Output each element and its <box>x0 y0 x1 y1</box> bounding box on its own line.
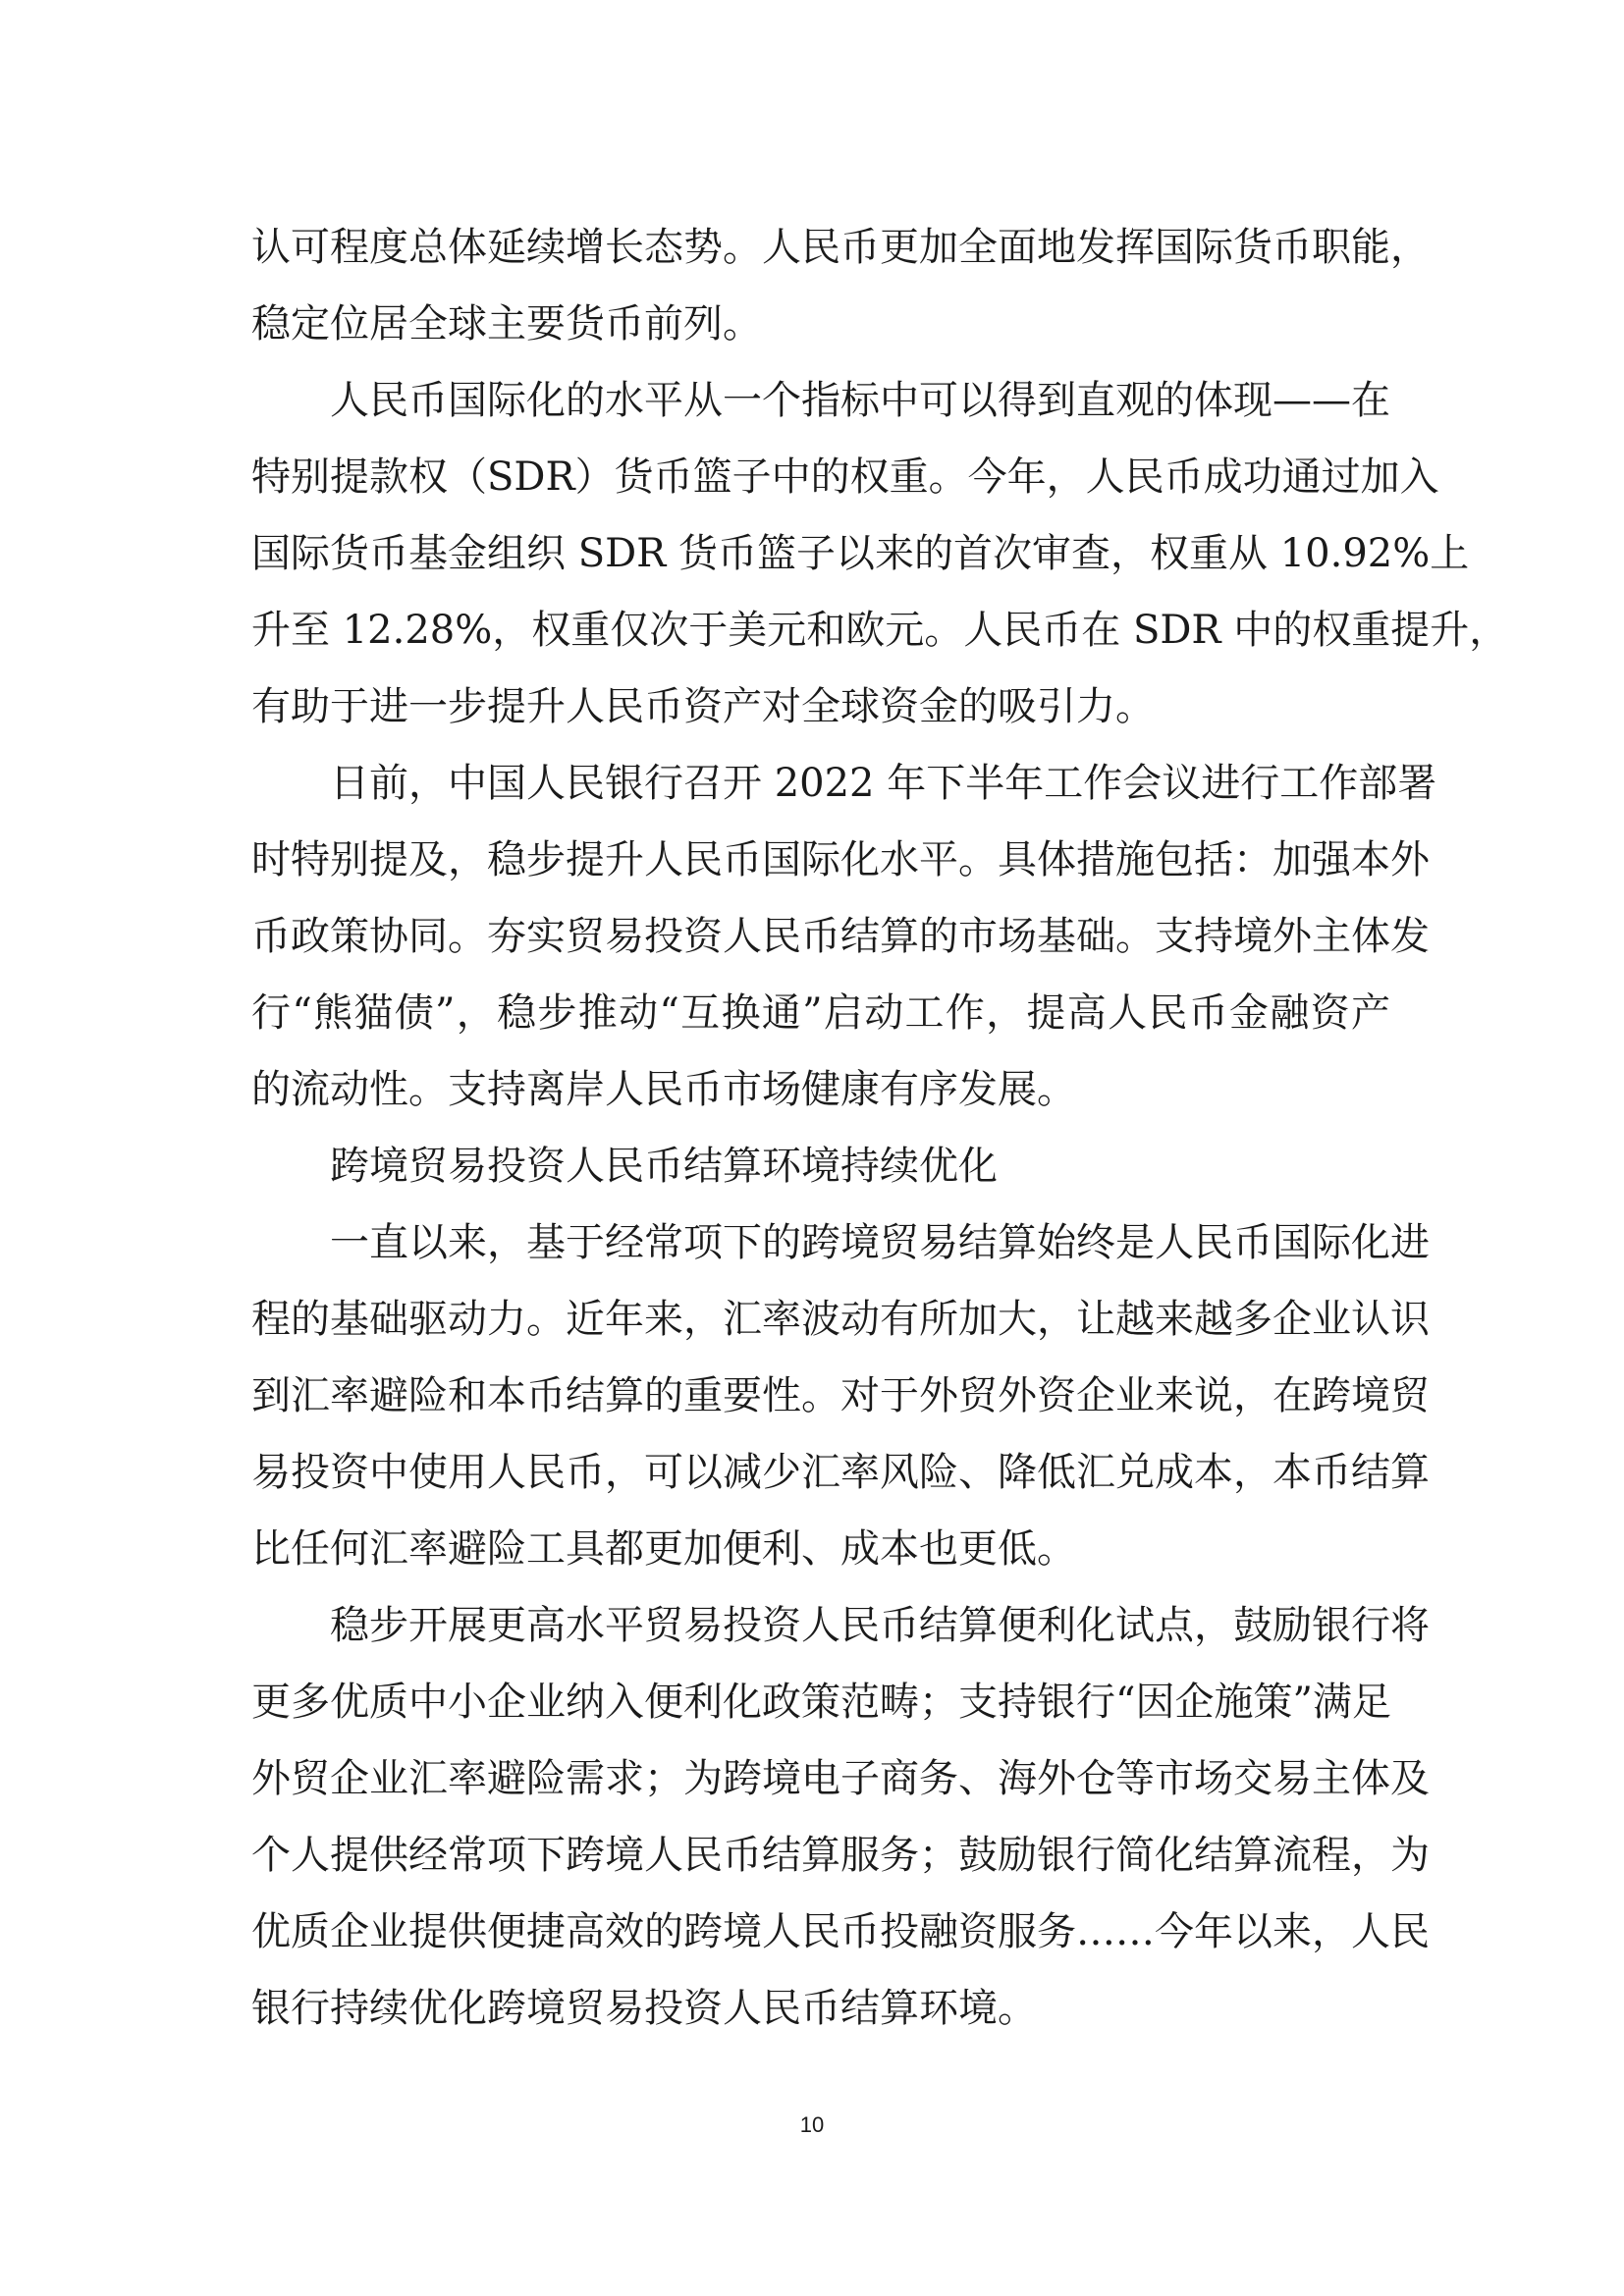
paragraph-line: 币政策协同。夯实贸易投资人民币结算的市场基础。支持境外主体发 <box>251 914 1430 959</box>
paragraph-line: 程的基础驱动力。近年来，汇率波动有所加大，让越来越多企业认识 <box>251 1297 1430 1342</box>
paragraph-line: 国际货币基金组织 SDR 货币篮子以来的首次审查，权重从 10.92%上 <box>251 531 1470 576</box>
section-heading: 跨境贸易投资人民币结算环境持续优化 <box>330 1144 998 1189</box>
paragraph-line: 日前，中国人民银行召开 2022 年下半年工作会议进行工作部署 <box>330 761 1437 806</box>
paragraph-line: 认可程度总体延续增长态势。人民币更加全面地发挥国际货币职能， <box>251 225 1430 270</box>
paragraph-line: 到汇率避险和本币结算的重要性。对于外贸外资企业来说，在跨境贸 <box>251 1373 1430 1418</box>
paragraph-line: 一直以来，基于经常项下的跨境贸易结算始终是人民币国际化进 <box>330 1220 1430 1265</box>
paragraph-line: 银行持续优化跨境贸易投资人民币结算环境。 <box>251 1986 1037 2031</box>
paragraph-line: 比任何汇率避险工具都更加便利、成本也更低。 <box>251 1526 1076 1572</box>
paragraph-line: 升至 12.28%，权重仅次于美元和欧元。人民币在 SDR 中的权重提升， <box>251 608 1509 653</box>
paragraph-line: 时特别提及，稳步提升人民币国际化水平。具体措施包括：加强本外 <box>251 837 1430 882</box>
paragraph-line: 个人提供经常项下跨境人民币结算服务；鼓励银行简化结算流程，为 <box>251 1833 1430 1878</box>
paragraph-line: 人民币国际化的水平从一个指标中可以得到直观的体现——在 <box>330 378 1390 423</box>
paragraph-line: 有助于进一步提升人民币资产对全球资金的吸引力。 <box>251 684 1155 729</box>
paragraph-line: 易投资中使用人民币，可以减少汇率风险、降低汇兑成本，本币结算 <box>251 1450 1430 1495</box>
paragraph-line: 优质企业提供便捷高效的跨境人民币投融资服务……今年以来，人民 <box>251 1909 1430 1954</box>
paragraph-line: 稳步开展更高水平贸易投资人民币结算便利化试点，鼓励银行将 <box>330 1603 1430 1648</box>
paragraph-line: 特别提款权（SDR）货币篮子中的权重。今年，人民币成功通过加入 <box>251 454 1439 500</box>
paragraph-line: 外贸企业汇率避险需求；为跨境电子商务、海外仓等市场交易主体及 <box>251 1756 1430 1801</box>
paragraph-line: 更多优质中小企业纳入便利化政策范畴；支持银行“因企施策”满足 <box>251 1680 1391 1725</box>
paragraph-line: 行“熊猫债”，稳步推动“互换通”启动工作，提高人民币金融资产 <box>251 990 1390 1036</box>
paragraph-line: 稳定位居全球主要货币前列。 <box>251 301 762 347</box>
page-number: 10 <box>799 2112 825 2137</box>
paragraph-line: 的流动性。支持离岸人民币市场健康有序发展。 <box>251 1067 1076 1112</box>
